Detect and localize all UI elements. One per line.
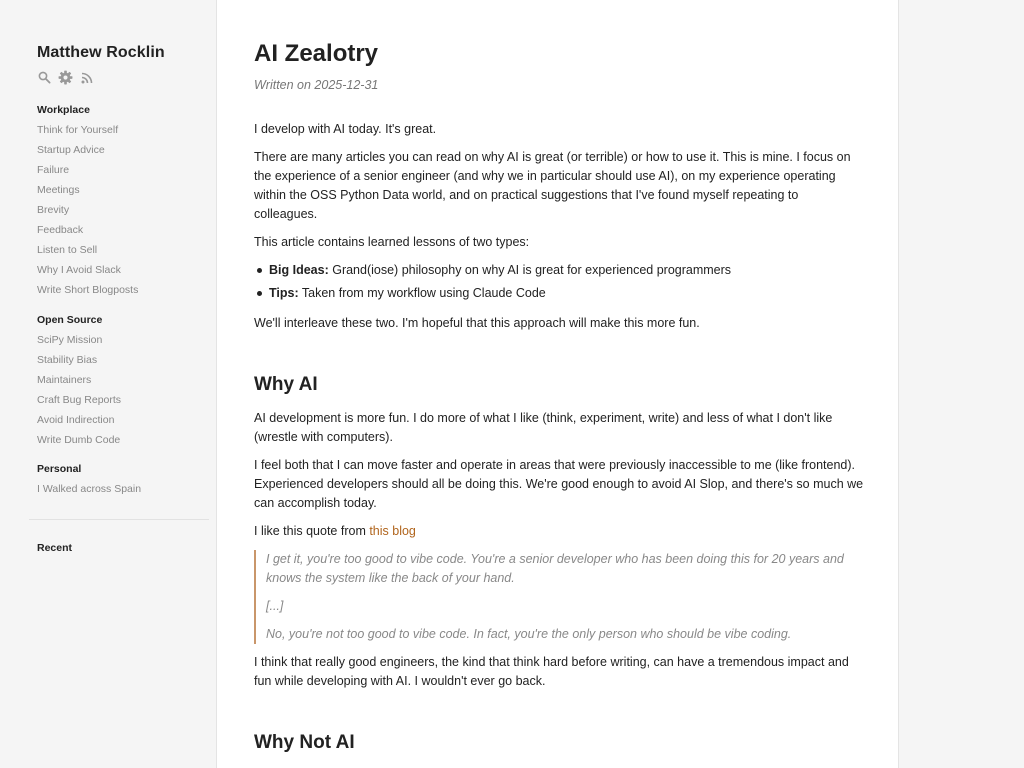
nav-item-why-i-avoid-slack[interactable]: Why I Avoid Slack	[37, 264, 121, 276]
search-icon[interactable]	[37, 70, 52, 85]
list-item-text: Taken from my workflow using Claude Code	[298, 286, 546, 300]
nav-item-write-short-blogposts[interactable]: Write Short Blogposts	[37, 284, 139, 296]
paragraph: There are many articles you can read on why AI is great (or terrible) or how to use it. This is mine. I focus on the experience of a senior engineer (and why we in particular should use AI), on my experience operating within the OSS Python Data world, and on practical suggestions that I've found myself repeating to colleagues.	[254, 150, 851, 221]
paragraph: AI development is more fun. I do more of what I like (think, experiment, write) and less of what I don't like (wrestle with computers).	[254, 411, 833, 444]
blockquote	[254, 550, 864, 644]
sidebar-icon-row	[37, 70, 94, 85]
quote-paragraph: I get it, you're too good to vibe code. You're a senior developer who has been doing this for 20 years and knows the system like the back of your hand.	[266, 552, 844, 585]
list-item-label: Tips:	[269, 286, 299, 300]
rss-icon[interactable]	[79, 70, 94, 85]
paragraph: I develop with AI today. It's great.	[254, 122, 437, 136]
post-body	[254, 120, 864, 767]
nav-heading-personal: Personal	[37, 463, 82, 475]
nav-item-maintainers[interactable]: Maintainers	[37, 374, 92, 386]
quote-paragraph: No, you're not too good to vibe code. In fact, you're the only person who should be vibe coding.	[266, 627, 792, 641]
sidebar-divider	[29, 519, 209, 520]
nav-item-failure[interactable]: Failure	[37, 164, 70, 176]
list-item-label: Big Ideas:	[269, 263, 329, 277]
gear-icon[interactable]	[58, 70, 73, 85]
lesson-types-list	[269, 261, 864, 303]
site-title-link[interactable]: Matthew Rocklin	[37, 44, 165, 61]
nav-item-scipy-mission[interactable]: SciPy Mission	[37, 334, 103, 346]
nav-item-avoid-indirection[interactable]: Avoid Indirection	[37, 414, 115, 426]
nav-item-write-dumb-code[interactable]: Write Dumb Code	[37, 434, 121, 446]
nav-section-personal	[37, 459, 212, 499]
nav-item-think-for-yourself[interactable]: Think for Yourself	[37, 124, 119, 136]
main-content[interactable]	[216, 0, 899, 768]
nav-section-workplace	[37, 100, 212, 300]
quote-intro-text: I like this quote from	[254, 524, 370, 538]
paragraph: I feel both that I can move faster and operate in areas that were previously inaccessible to me (like frontend). Experienced developers should all be doing this. We're good enough to avoid AI Slop, and there's so much we can accomplish today.	[254, 458, 864, 510]
nav-section-open-source	[37, 310, 212, 450]
nav-item-meetings[interactable]: Meetings	[37, 184, 80, 196]
this-blog-link[interactable]: this blog	[369, 524, 416, 538]
heading-why-not-ai: Why Not AI	[254, 732, 355, 753]
nav-heading-open-source: Open Source	[37, 314, 103, 326]
list-item	[269, 261, 864, 280]
nav-item-brevity[interactable]: Brevity	[37, 204, 70, 216]
paragraph	[254, 522, 864, 541]
nav-item-startup-advice[interactable]: Startup Advice	[37, 144, 105, 156]
heading-why-ai: Why AI	[254, 374, 318, 395]
paragraph: We'll interleave these two. I'm hopeful that this approach will make this more fun.	[254, 316, 700, 330]
recent-heading: Recent	[37, 542, 73, 554]
list-item-text: Grand(iose) philosophy on why AI is great for experienced programmers	[328, 263, 732, 277]
sidebar	[0, 0, 216, 768]
nav-item-listen-to-sell[interactable]: Listen to Sell	[37, 244, 98, 256]
quote-paragraph: [...]	[266, 599, 284, 613]
post-date: Written on 2025-12-31	[254, 78, 379, 92]
nav-item-i-walked-across-spain[interactable]: I Walked across Spain	[37, 483, 142, 495]
nav-item-stability-bias[interactable]: Stability Bias	[37, 354, 98, 366]
list-item	[269, 284, 864, 303]
paragraph: I think that really good engineers, the kind that think hard before writing, can have a tremendous impact and fun while developing with AI. I wouldn't ever go back.	[254, 655, 849, 688]
paragraph: This article contains learned lessons of two types:	[254, 235, 530, 249]
nav-heading-workplace: Workplace	[37, 104, 90, 116]
nav-item-feedback[interactable]: Feedback	[37, 224, 84, 236]
nav-item-craft-bug-reports[interactable]: Craft Bug Reports	[37, 394, 122, 406]
post-title: AI Zealotry	[254, 40, 379, 67]
